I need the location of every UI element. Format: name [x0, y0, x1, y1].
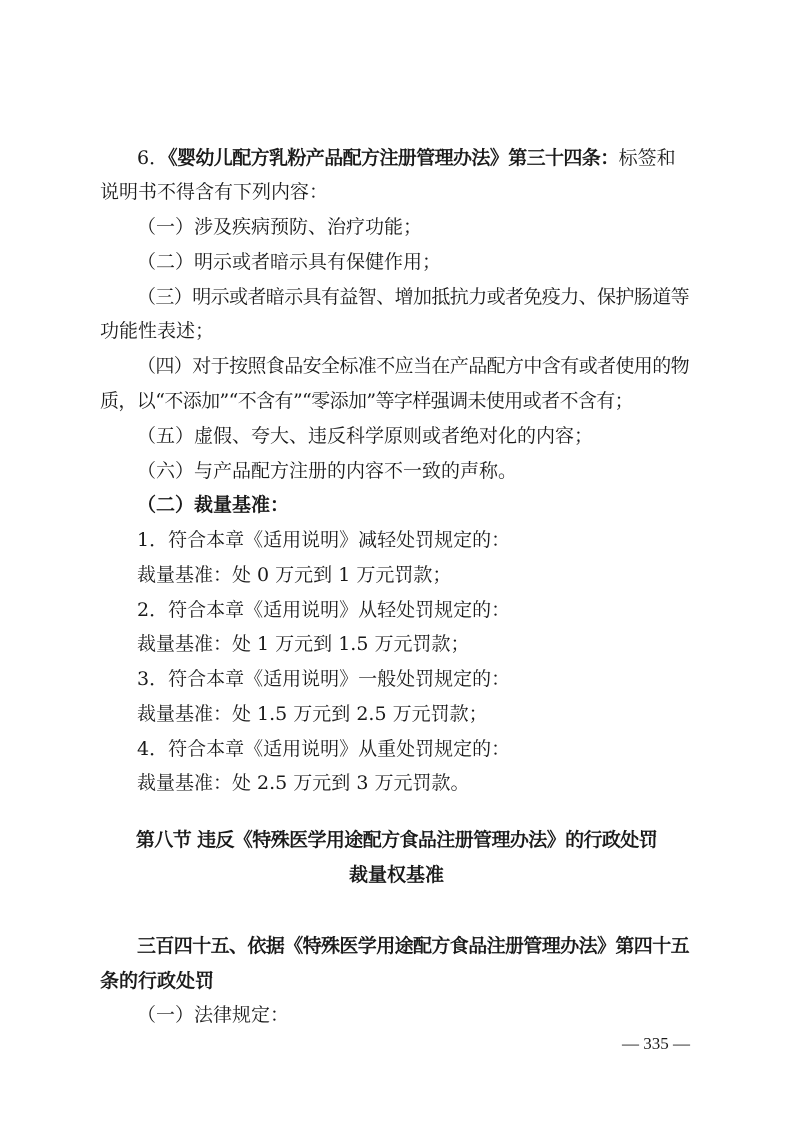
standard-2: 裁量基准：处 1 万元到 1.5 万元罚款； — [137, 633, 470, 655]
article-6-intro — [137, 145, 737, 171]
list-item-3-cont: 功能性表述； — [100, 320, 215, 342]
article-345-title-cont: 条的行政处罚 — [100, 970, 215, 992]
list-item-3: （三）明示或者暗示具有益智、增加抵抗力或者免疫力、保护肠道等 — [137, 286, 690, 308]
article-6-title: 《婴幼儿配方乳粉产品配方注册管理办法》第三十四条： — [168, 147, 619, 169]
list-item-2: （二）明示或者暗示具有保健作用； — [137, 251, 442, 273]
section-title-line-2: 裁量权基准 — [348, 864, 444, 886]
article-6-intro-cont: 说明书不得含有下列内容： — [100, 181, 329, 203]
list-item-1: （一）涉及疾病预防、治疗功能； — [137, 216, 423, 238]
standard-1: 裁量基准：处 0 万元到 1 万元罚款； — [137, 564, 452, 586]
page-number: — 335 — — [622, 1034, 690, 1053]
discretion-heading: （二）裁量基准： — [137, 494, 290, 516]
list-item-4: （四）对于按照食品安全标准不应当在产品配方中含有或者使用的物 — [137, 355, 690, 377]
article-6-intro-rest: 标签和 — [618, 147, 676, 169]
list-item-5: （五）虚假、夸大、违反科学原则或者绝对化的内容； — [137, 425, 594, 447]
standard-4: 裁量基准：处 2.5 万元到 3 万元罚款。 — [137, 772, 470, 794]
article-345-title: 三百四十五、依据《特殊医学用途配方食品注册管理办法》第四十五 — [137, 935, 690, 957]
article-6-number: 6． — [137, 147, 169, 169]
standard-3: 裁量基准：处 1.5 万元到 2.5 万元罚款； — [137, 703, 488, 725]
list-item-6: （六）与产品配方注册的内容不一致的声称。 — [137, 460, 518, 482]
criterion-3: 3．符合本章《适用说明》一般处罚规定的： — [137, 668, 511, 690]
section-title-line-1: 第八节 违反《特殊医学用途配方食品注册管理办法》的行政处罚 — [135, 829, 658, 851]
criterion-2: 2．符合本章《适用说明》从轻处罚规定的： — [137, 599, 511, 621]
criterion-4: 4．符合本章《适用说明》从重处罚规定的： — [137, 738, 511, 760]
list-item-4-cont: 质，以“不添加”“不含有”“零添加”等字样强调未使用或者不含有； — [100, 390, 634, 412]
law-heading: （一）法律规定： — [137, 1004, 290, 1026]
criterion-1: 1．符合本章《适用说明》减轻处罚规定的： — [137, 529, 511, 551]
